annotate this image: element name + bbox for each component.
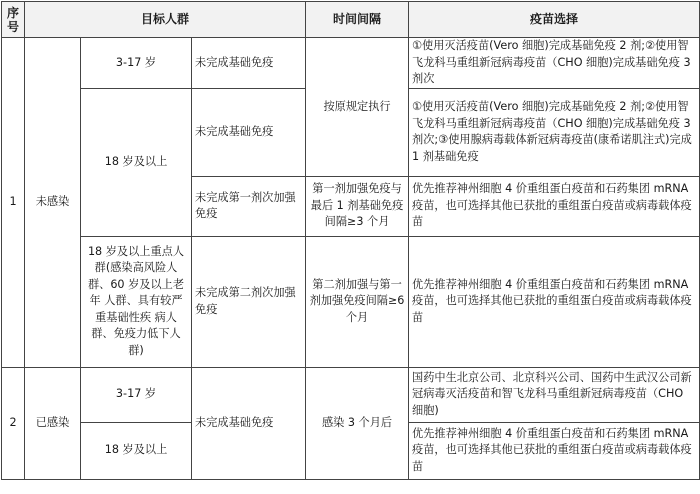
time-interval: 按原规定执行 [306,38,409,177]
table-row [2,38,700,89]
immunization-condition: 未完成第一剂次加强免疫 [192,176,306,236]
row-index: 1 [2,38,25,368]
immunization-condition: 未完成基础免疫 [192,367,306,479]
infection-status: 已感染 [25,367,81,479]
vaccine-choice: 优先推荐神州细胞 4 价重组蛋白疫苗和石药集团 mRNA 疫苗，也可选择其他已获批的重组蛋白疫苗或病毒载体疫苗 [409,236,700,367]
immunization-condition: 未完成第二剂次加强免疫 [192,236,306,367]
immunization-condition: 未完成基础免疫 [192,88,306,176]
header-vaccine-choice: 疫苗选择 [409,2,700,38]
header-interval: 时间间隔 [306,2,409,38]
infection-status: 未感染 [25,38,81,368]
row-index: 2 [2,367,25,479]
vaccination-table [1,1,700,480]
time-interval: 感染 3 个月后 [306,367,409,479]
table-row [2,236,700,367]
age-group: 3-17 岁 [81,367,192,422]
age-group: 3-17 岁 [81,38,192,89]
immunization-condition: 未完成基础免疫 [192,38,306,89]
vaccine-choice: 优先推荐神州细胞 4 价重组蛋白疫苗和石药集团 mRNA 疫苗，也可选择其他已获批的重组蛋白疫苗或病毒载体疫苗 [409,422,700,479]
vaccine-choice: 优先推荐神州细胞 4 价重组蛋白疫苗和石药集团 mRNA 疫苗，也可选择其他已获批的重组蛋白疫苗或病毒载体疫苗 [409,176,700,236]
time-interval: 第二剂加强与第一剂加强免疫间隔≥6 个月 [306,236,409,367]
age-group: 18 岁及以上 [81,422,192,479]
time-interval: 第一剂加强免疫与最后 1 剂基础免疫间隔≥3 个月 [306,176,409,236]
vaccine-choice: 国药中生北京公司、北京科兴公司、国药中生武汉公司新冠病毒灭活疫苗和智飞龙科马重组新冠病毒疫苗（CHO 细胞) [409,367,700,422]
vaccine-choice: ①使用灭活疫苗(Vero 细胞)完成基础免疫 2 剂;②使用智飞龙科马重组新冠病毒疫苗（CHO 细胞)完成基础免疫 3 剂次;③使用腺病毒载体新冠病毒疫苗(康希诺肌注式)完成 1 剂基础免疫 [409,88,700,176]
table-row [2,367,700,422]
header-row [2,2,700,38]
vaccine-choice: ①使用灭活疫苗(Vero 细胞)完成基础免疫 2 剂;②使用智飞龙科马重组新冠病毒疫苗（CHO 细胞)完成基础免疫 3 剂次 [409,38,700,89]
age-group: 18 岁及以上 [81,88,192,236]
header-index: 序号 [2,2,25,38]
header-target-group: 目标人群 [25,2,306,38]
target-group: 18 岁及以上重点人群(感染高风险人群、60 岁及以上老年 人群、具有较严重基础性疾 病人群、免疫力低下人群) [81,236,192,367]
